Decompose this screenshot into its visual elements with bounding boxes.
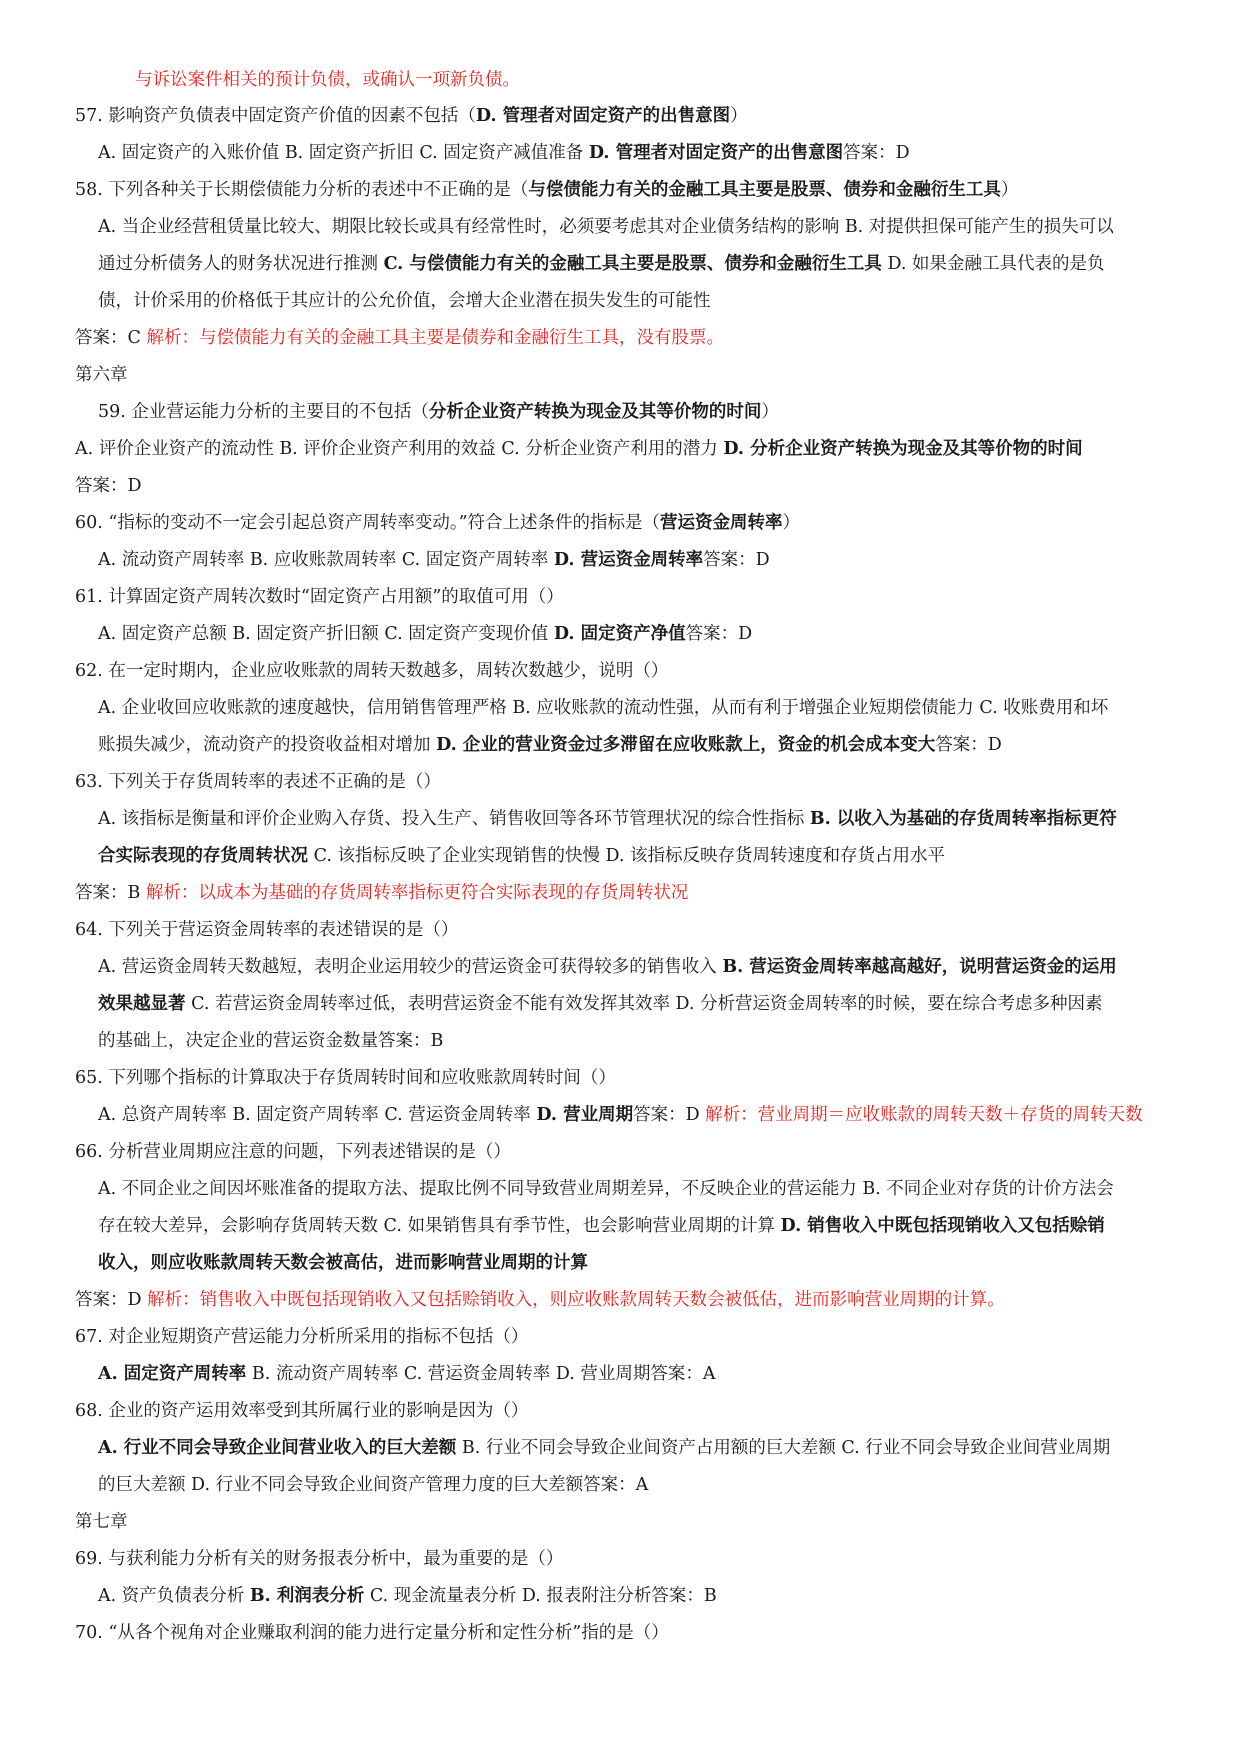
text-line <box>98 252 1104 276</box>
text-line <box>98 622 752 646</box>
text-span: 债，计价采用的价格低于其应计的公允价值，会增大企业潜在损失发生的可能性 <box>98 291 711 311</box>
text-span: D. 如果金融工具代表的是负 <box>881 254 1105 274</box>
text-span: 67. 对企业短期资产营运能力分析所采用的指标不包括（） <box>75 1327 529 1347</box>
text-line <box>75 511 800 535</box>
text-span: 第七章 <box>75 1512 128 1532</box>
text-line <box>75 474 142 498</box>
text-line <box>75 1066 616 1090</box>
answer-option-bold: D. 固定资产净值 <box>553 624 686 644</box>
text-span: 答案：D <box>935 735 1002 755</box>
text-line <box>75 659 668 683</box>
text-span: B. 流动资产周转率 C. 营运资金周转率 D. 营业周期答案：A <box>246 1364 716 1384</box>
text-span: A. 不同企业之间因坏账准备的提取方法、提取比例不同导致营业周期差异，不反映企业的营运能力 B. 不同企业对存货的计价方法会 <box>98 1179 1114 1199</box>
answer-option-bold: B. 营运资金周转率越高越好，说明营运资金的运用 <box>722 957 1117 977</box>
text-span: A. 固定资产的入账价值 B. 固定资产折旧 C. 固定资产减值准备 <box>98 143 589 163</box>
text-span: ） <box>761 402 779 422</box>
text-line <box>98 400 779 424</box>
text-span: ） <box>782 513 801 533</box>
text-span: 答案：D <box>703 550 770 570</box>
text-line <box>98 215 1114 239</box>
answer-option-bold: 与偿债能力有关的金融工具主要是股票、债券和金融衍生工具 <box>528 180 1001 200</box>
text-span: 61. 计算固定资产周转次数时“固定资产占用额”的取值可用（） <box>75 587 564 607</box>
text-span: A. 资产负债表分析 <box>98 1586 250 1606</box>
text-line <box>75 881 688 905</box>
text-line <box>98 1473 648 1497</box>
text-span: A. 企业收回应收账款的速度越快，信用销售管理严格 B. 应收账款的流动性强，从而有利于增强企业短期偿债能力 C. 收账费用和坏 <box>98 698 1109 718</box>
text-span: 通过分析债务人的财务状况进行推测 <box>98 254 384 274</box>
answer-option-bold: 营运资金周转率 <box>660 513 783 533</box>
text-line <box>98 844 945 868</box>
text-line <box>75 585 564 609</box>
text-span: 59. 企业营运能力分析的主要目的不包括（ <box>98 402 429 422</box>
answer-option-bold: D. 营业周期 <box>536 1105 634 1125</box>
text-line <box>75 326 724 350</box>
text-line <box>75 1621 669 1645</box>
text-span: A. 当企业经营租赁量比较大、期限比较长或具有经常性时，必须要考虑其对企业债务结构的影响 B. 对提供担保可能产生的损失可以 <box>98 217 1114 237</box>
answer-option-bold: B. 利润表分析 <box>249 1586 365 1606</box>
text-span: C. 现金流量表分析 D. 报表附注分析答案：B <box>364 1586 717 1606</box>
text-line <box>98 807 1117 831</box>
text-span: 答案：C <box>75 328 147 348</box>
text-span: 的基础上，决定企业的营运资金数量答案：B <box>98 1031 444 1051</box>
text-line <box>98 992 1103 1016</box>
text-span: ） <box>1000 180 1019 200</box>
text-line <box>75 918 458 942</box>
answer-option-bold: B. 以收入为基础的存货周转率指标更符 <box>809 809 1117 829</box>
text-span: 70. “从各个视角对企业赚取利润的能力进行定量分析和定性分析”指的是（） <box>75 1623 669 1643</box>
text-span: 62. 在一定时期内，企业应收账款的周转天数越多，周转次数越少，说明（） <box>75 661 669 681</box>
text-line <box>98 955 1117 979</box>
text-line <box>75 437 1083 461</box>
text-line <box>98 1177 1114 1201</box>
text-line <box>98 141 910 165</box>
text-span: B. 行业不同会导致企业间资产占用额的巨大差额 C. 行业不同会导致企业间营业周期 <box>456 1438 1111 1458</box>
text-line <box>75 363 128 387</box>
text-span: 第六章 <box>75 365 128 385</box>
text-span: 64. 下列关于营运资金周转率的表述错误的是（） <box>75 920 459 940</box>
text-line <box>135 68 520 92</box>
answer-option-bold: D. 管理者对固定资产的出售意图 <box>475 106 731 126</box>
answer-option-bold: D. 销售收入中既包括现销收入又包括赊销 <box>780 1216 1105 1236</box>
text-line <box>75 1325 528 1349</box>
answer-option-bold: 收入，则应收账款周转天数会被高估，进而影响营业周期的计算 <box>98 1253 588 1273</box>
text-line <box>98 1251 588 1275</box>
text-line <box>98 1029 443 1053</box>
text-line <box>98 1436 1110 1460</box>
answer-option-bold: D. 营运资金周转率 <box>553 550 704 570</box>
text-span: A. 该指标是衡量和评价企业购入存货、投入生产、销售收回等各环节管理状况的综合性指标 <box>98 809 810 829</box>
text-span: C. 若营运资金周转率过低，表明营运资金不能有效发挥其效率 D. 分析营运资金周转率的时候，要在综合考虑多种因素 <box>185 994 1103 1014</box>
answer-option-bold: 分析企业资产转换为现金及其等价物的时间 <box>428 402 762 422</box>
text-span: 的巨大差额 D. 行业不同会导致企业间资产管理力度的巨大差额答案：A <box>98 1475 649 1495</box>
text-span: A. 评价企业资产的流动性 B. 评价企业资产利用的效益 C. 分析企业资产利用的潜力 <box>75 439 724 459</box>
answer-option-bold: C. 与偿债能力有关的金融工具主要是股票、债券和金融衍生工具 <box>383 254 882 274</box>
text-span: ） <box>730 106 748 126</box>
text-line <box>75 1510 128 1534</box>
answer-explanation: 解析：销售收入中既包括现销收入又包括赊销收入，则应收账款周转天数会被低估，进而影响营业周期的计算。 <box>147 1290 1005 1310</box>
text-span: A. 营运资金周转天数越短，表明企业运用较少的营运资金可获得较多的销售收入 <box>98 957 723 977</box>
answer-option-bold: A. 固定资产周转率 <box>98 1364 247 1384</box>
text-line <box>75 770 441 794</box>
text-line <box>98 733 1002 757</box>
text-span: 60. “指标的变动不一定会引起总资产周转率变动。”符合上述条件的指标是（ <box>75 513 661 533</box>
text-span: 答案：D <box>75 476 142 496</box>
text-span: A. 总资产周转率 B. 固定资产周转率 C. 营运资金周转率 <box>98 1105 537 1125</box>
answer-option-bold: 效果越显著 <box>98 994 186 1014</box>
text-line <box>75 1288 1005 1312</box>
text-line <box>75 178 1018 202</box>
text-span: 账损失减少，流动资产的投资收益相对增加 <box>98 735 437 755</box>
text-span: 答案：D <box>75 1290 148 1310</box>
text-span: A. 固定资产总额 B. 固定资产折旧额 C. 固定资产变现价值 <box>98 624 554 644</box>
answer-option-bold: D. 管理者对固定资产的出售意图 <box>588 143 844 163</box>
text-line <box>98 1214 1105 1238</box>
text-span: 63. 下列关于存货周转率的表述不正确的是（） <box>75 772 441 792</box>
text-span: A. 流动资产周转率 B. 应收账款周转率 C. 固定资产周转率 <box>98 550 554 570</box>
answer-option-bold: D. 企业的营业资金过多滞留在应收账款上，资金的机会成本变大 <box>436 735 936 755</box>
text-span: 答案：D <box>843 143 910 163</box>
text-line <box>75 1399 528 1423</box>
text-span: 答案：B <box>75 883 146 903</box>
text-span: 答案：D <box>685 624 753 644</box>
text-span: 66. 分析营业周期应注意的问题，下列表述错误的是（） <box>75 1142 511 1162</box>
text-line <box>98 548 770 572</box>
text-line <box>75 1547 563 1571</box>
answer-explanation: 解析：营业周期＝应收账款的周转天数＋存货的周转天数 <box>705 1105 1143 1125</box>
text-span: 58. 下列各种关于长期偿债能力分析的表述中不正确的是（ <box>75 180 529 200</box>
text-span: 68. 企业的资产运用效率受到其所属行业的影响是因为（） <box>75 1401 529 1421</box>
text-span: 69. 与获利能力分析有关的财务报表分析中，最为重要的是（） <box>75 1549 564 1569</box>
text-line <box>98 1362 716 1386</box>
text-span: C. 该指标反映了企业实现销售的快慢 D. 该指标反映存货周转速度和存货占用水平 <box>308 846 946 866</box>
answer-option-bold: 合实际表现的存货周转状况 <box>98 846 308 866</box>
text-line <box>98 1584 717 1608</box>
answer-option-bold: A. 行业不同会导致企业间营业收入的巨大差额 <box>98 1438 457 1458</box>
text-span: 存在较大差异，会影响存货周转天数 C. 如果销售具有季节性，也会影响营业周期的计算 <box>98 1216 781 1236</box>
answer-explanation: 解析：与偿债能力有关的金融工具主要是债券和金融衍生工具，没有股票。 <box>146 328 724 348</box>
text-span: 57. 影响资产负债表中固定资产价值的因素不包括（ <box>75 106 476 126</box>
answer-explanation: 与诉讼案件相关的预计负债，或确认一项新负债。 <box>135 70 520 90</box>
text-span: 65. 下列哪个指标的计算取决于存货周转时间和应收账款周转时间（） <box>75 1068 616 1088</box>
text-line <box>98 289 711 313</box>
text-line <box>98 1103 1143 1127</box>
text-line <box>75 104 748 128</box>
text-span: 答案：D <box>633 1105 706 1125</box>
answer-option-bold: D. 分析企业资产转换为现金及其等价物的时间 <box>723 439 1083 459</box>
text-line <box>75 1140 511 1164</box>
text-line <box>98 696 1108 720</box>
answer-explanation: 解析：以成本为基础的存货周转率指标更符合实际表现的存货周转状况 <box>145 883 689 903</box>
